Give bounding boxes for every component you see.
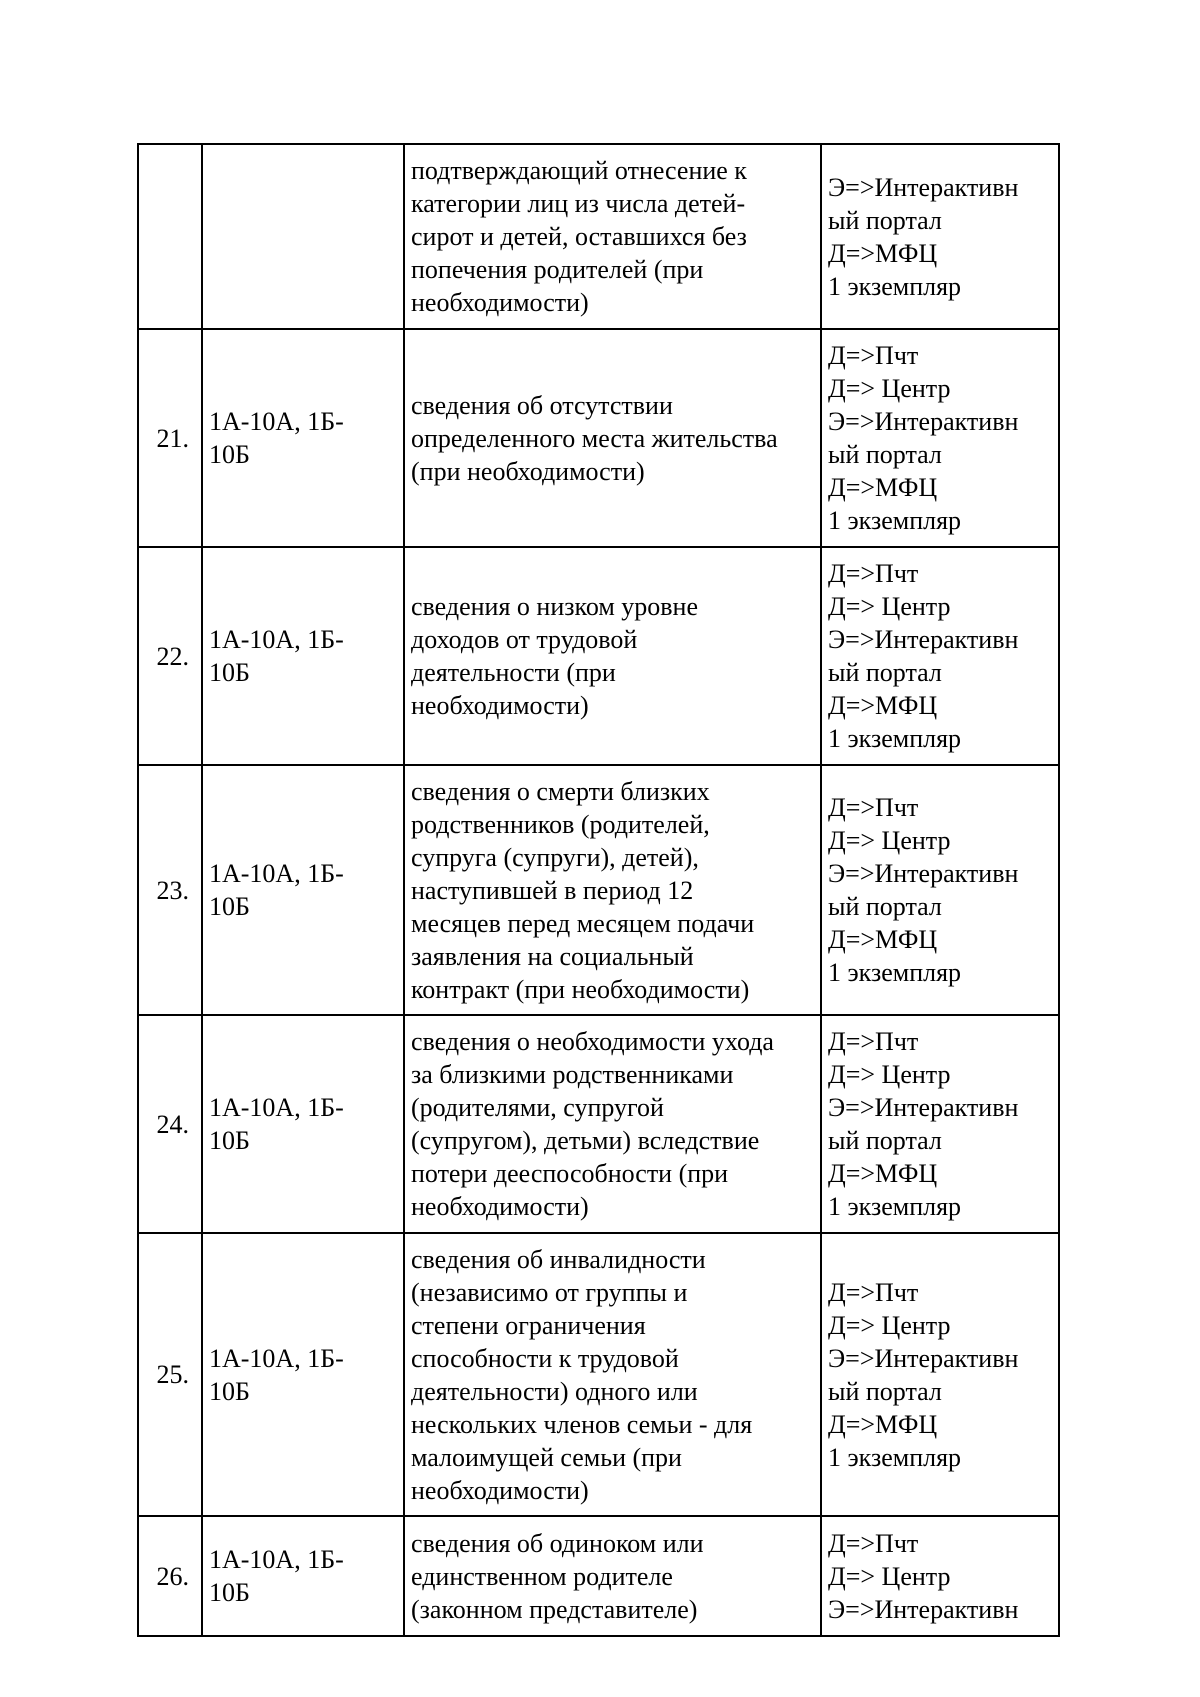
table-row <box>138 765 1059 1015</box>
table-row <box>138 144 1059 329</box>
row-number: 25. <box>138 1233 202 1516</box>
row-description: сведения об одиноком или единственном родителе (законном представителе) <box>404 1516 821 1636</box>
row-groups <box>202 144 404 329</box>
row-submission-method: Д=>Пчт Д=> Центр Э=>Интерактивн ый портал Д=>МФЦ 1 экземпляр <box>821 1015 1059 1233</box>
row-number: 24. <box>138 1015 202 1233</box>
row-description: сведения об инвалидности (независимо от группы и степени ограничения способности к трудовой деятельности) одного или нескольких членов семьи - для малоимущей семьи (при необходимости) <box>404 1233 821 1516</box>
row-submission-method: Д=>Пчт Д=> Центр Э=>Интерактивн ый портал Д=>МФЦ 1 экземпляр <box>821 1233 1059 1516</box>
row-groups: 1А-10А, 1Б- 10Б <box>202 765 404 1015</box>
table-row <box>138 1233 1059 1516</box>
row-submission-method: Д=>Пчт Д=> Центр Э=>Интерактивн ый портал Д=>МФЦ 1 экземпляр <box>821 329 1059 547</box>
row-description: сведения об отсутствии определенного места жительства (при необходимости) <box>404 329 821 547</box>
row-number: 21. <box>138 329 202 547</box>
row-groups: 1А-10А, 1Б- 10Б <box>202 1516 404 1636</box>
row-submission-method: Д=>Пчт Д=> Центр Э=>Интерактивн ый портал Д=>МФЦ 1 экземпляр <box>821 765 1059 1015</box>
row-submission-method: Д=>Пчт Д=> Центр Э=>Интерактивн <box>821 1516 1059 1636</box>
table-row <box>138 1516 1059 1636</box>
row-submission-method: Д=>Пчт Д=> Центр Э=>Интерактивн ый портал Д=>МФЦ 1 экземпляр <box>821 547 1059 765</box>
row-groups: 1А-10А, 1Б- 10Б <box>202 547 404 765</box>
table-row <box>138 1015 1059 1233</box>
row-groups: 1А-10А, 1Б- 10Б <box>202 1015 404 1233</box>
row-number <box>138 144 202 329</box>
row-number: 22. <box>138 547 202 765</box>
row-description: подтверждающий отнесение к категории лиц из числа детей- сирот и детей, оставшихся без попечения родителей (при необходимости) <box>404 144 821 329</box>
row-description: сведения о необходимости ухода за близкими родственниками (родителями, супругой (супругом), детьми) вследствие потери дееспособности (при необходимости) <box>404 1015 821 1233</box>
row-number: 23. <box>138 765 202 1015</box>
row-number: 26. <box>138 1516 202 1636</box>
row-description: сведения о низком уровне доходов от трудовой деятельности (при необходимости) <box>404 547 821 765</box>
row-description: сведения о смерти близких родственников (родителей, супруга (супруги), детей), наступившей в период 12 месяцев перед месяцем подачи заявления на социальный контракт (при необходимости) <box>404 765 821 1015</box>
documents-table <box>137 143 1060 1637</box>
table-row <box>138 329 1059 547</box>
row-submission-method: Э=>Интерактивн ый портал Д=>МФЦ 1 экземпляр <box>821 144 1059 329</box>
row-groups: 1А-10А, 1Б- 10Б <box>202 1233 404 1516</box>
table-row <box>138 547 1059 765</box>
row-groups: 1А-10А, 1Б- 10Б <box>202 329 404 547</box>
